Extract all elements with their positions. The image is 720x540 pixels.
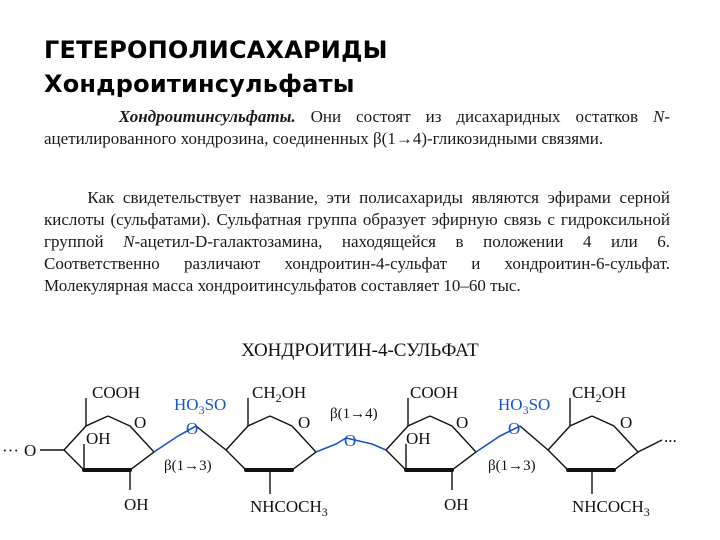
label-bridge-o: O (344, 431, 357, 450)
chondroitin-4-sulfate-structure (0, 360, 720, 540)
label-sulfate-o-1: O (186, 419, 199, 438)
ring-3-glucuronic-acid (386, 398, 476, 490)
label-link-14: β(1→4) (330, 406, 378, 422)
label-sulfate-1: $HO_3SO$ (174, 395, 227, 417)
paragraph1-text-a: Они состоят из дисахаридных остатков (295, 107, 653, 126)
paragraph-definition (44, 106, 670, 150)
paragraph-description (44, 187, 670, 297)
label-nhcoch3-1: $NHCOCH_3$ (250, 497, 328, 519)
slide-subtitle: Хондроитинсульфаты (44, 70, 355, 98)
label-ring-o-3: O (456, 413, 469, 432)
label-cooh-1: COOH (92, 383, 141, 402)
paragraph2-text-a: Как свидетельствует название, эти полисахариды являются эфирами серной кислоты (сульфатами). Сульфатная группа образует эфирную связь с гидроксильной группой (44, 188, 671, 251)
label-ellipsis-left: ··· (2, 441, 19, 460)
label-cooh-2: COOH (410, 383, 459, 402)
label-ring-o-1: O (134, 413, 147, 432)
label-ch2oh-1: $CH_2OH$ (252, 383, 307, 405)
label-sulfate-2: $HO_3SO$ (498, 395, 551, 417)
label-oh-1b: OH (124, 495, 149, 514)
label-oh-3: OH (406, 429, 431, 448)
label-ellipsis-right: ... (664, 427, 677, 446)
label-oh-1: OH (86, 429, 111, 448)
label-ring-o-2: O (298, 413, 311, 432)
structure-title: ХОНДРОИТИН-4-СУЛЬФАТ (241, 340, 479, 361)
label-nhcoch3-2: $NHCOCH_3$ (572, 497, 650, 519)
paragraph1-italic-n: N (652, 107, 665, 126)
paragraph2-italic-n: N (123, 232, 135, 251)
label-sulfate-o-2: O (508, 419, 521, 438)
label-ring-o-4: O (620, 413, 633, 432)
slide-title: ГЕТЕРОПОЛИСАХАРИДЫ (44, 36, 388, 64)
paragraph1-text-b: -ацетилированного хондрозина, соединенных β(1→4)-гликозидными связями. (44, 107, 670, 148)
term: Хондроитинсульфаты. (118, 107, 296, 126)
label-oh-3b: OH (444, 495, 469, 514)
label-ch2oh-2: $CH_2OH$ (572, 383, 627, 405)
label-o-left: O (24, 441, 37, 460)
label-link-13-a: β(1→3) (164, 458, 212, 474)
paragraph2-text-b: -ацетил-D-галактозамина, находящейся в положении 4 или 6. Соответственно различают хондроитин-4-сульфат и хондроитин-6-сульфат. Молекулярная масса хондроитинсульфатов составляет 10–60 тыс. (44, 232, 671, 295)
label-link-13-b: β(1→3) (488, 458, 536, 474)
